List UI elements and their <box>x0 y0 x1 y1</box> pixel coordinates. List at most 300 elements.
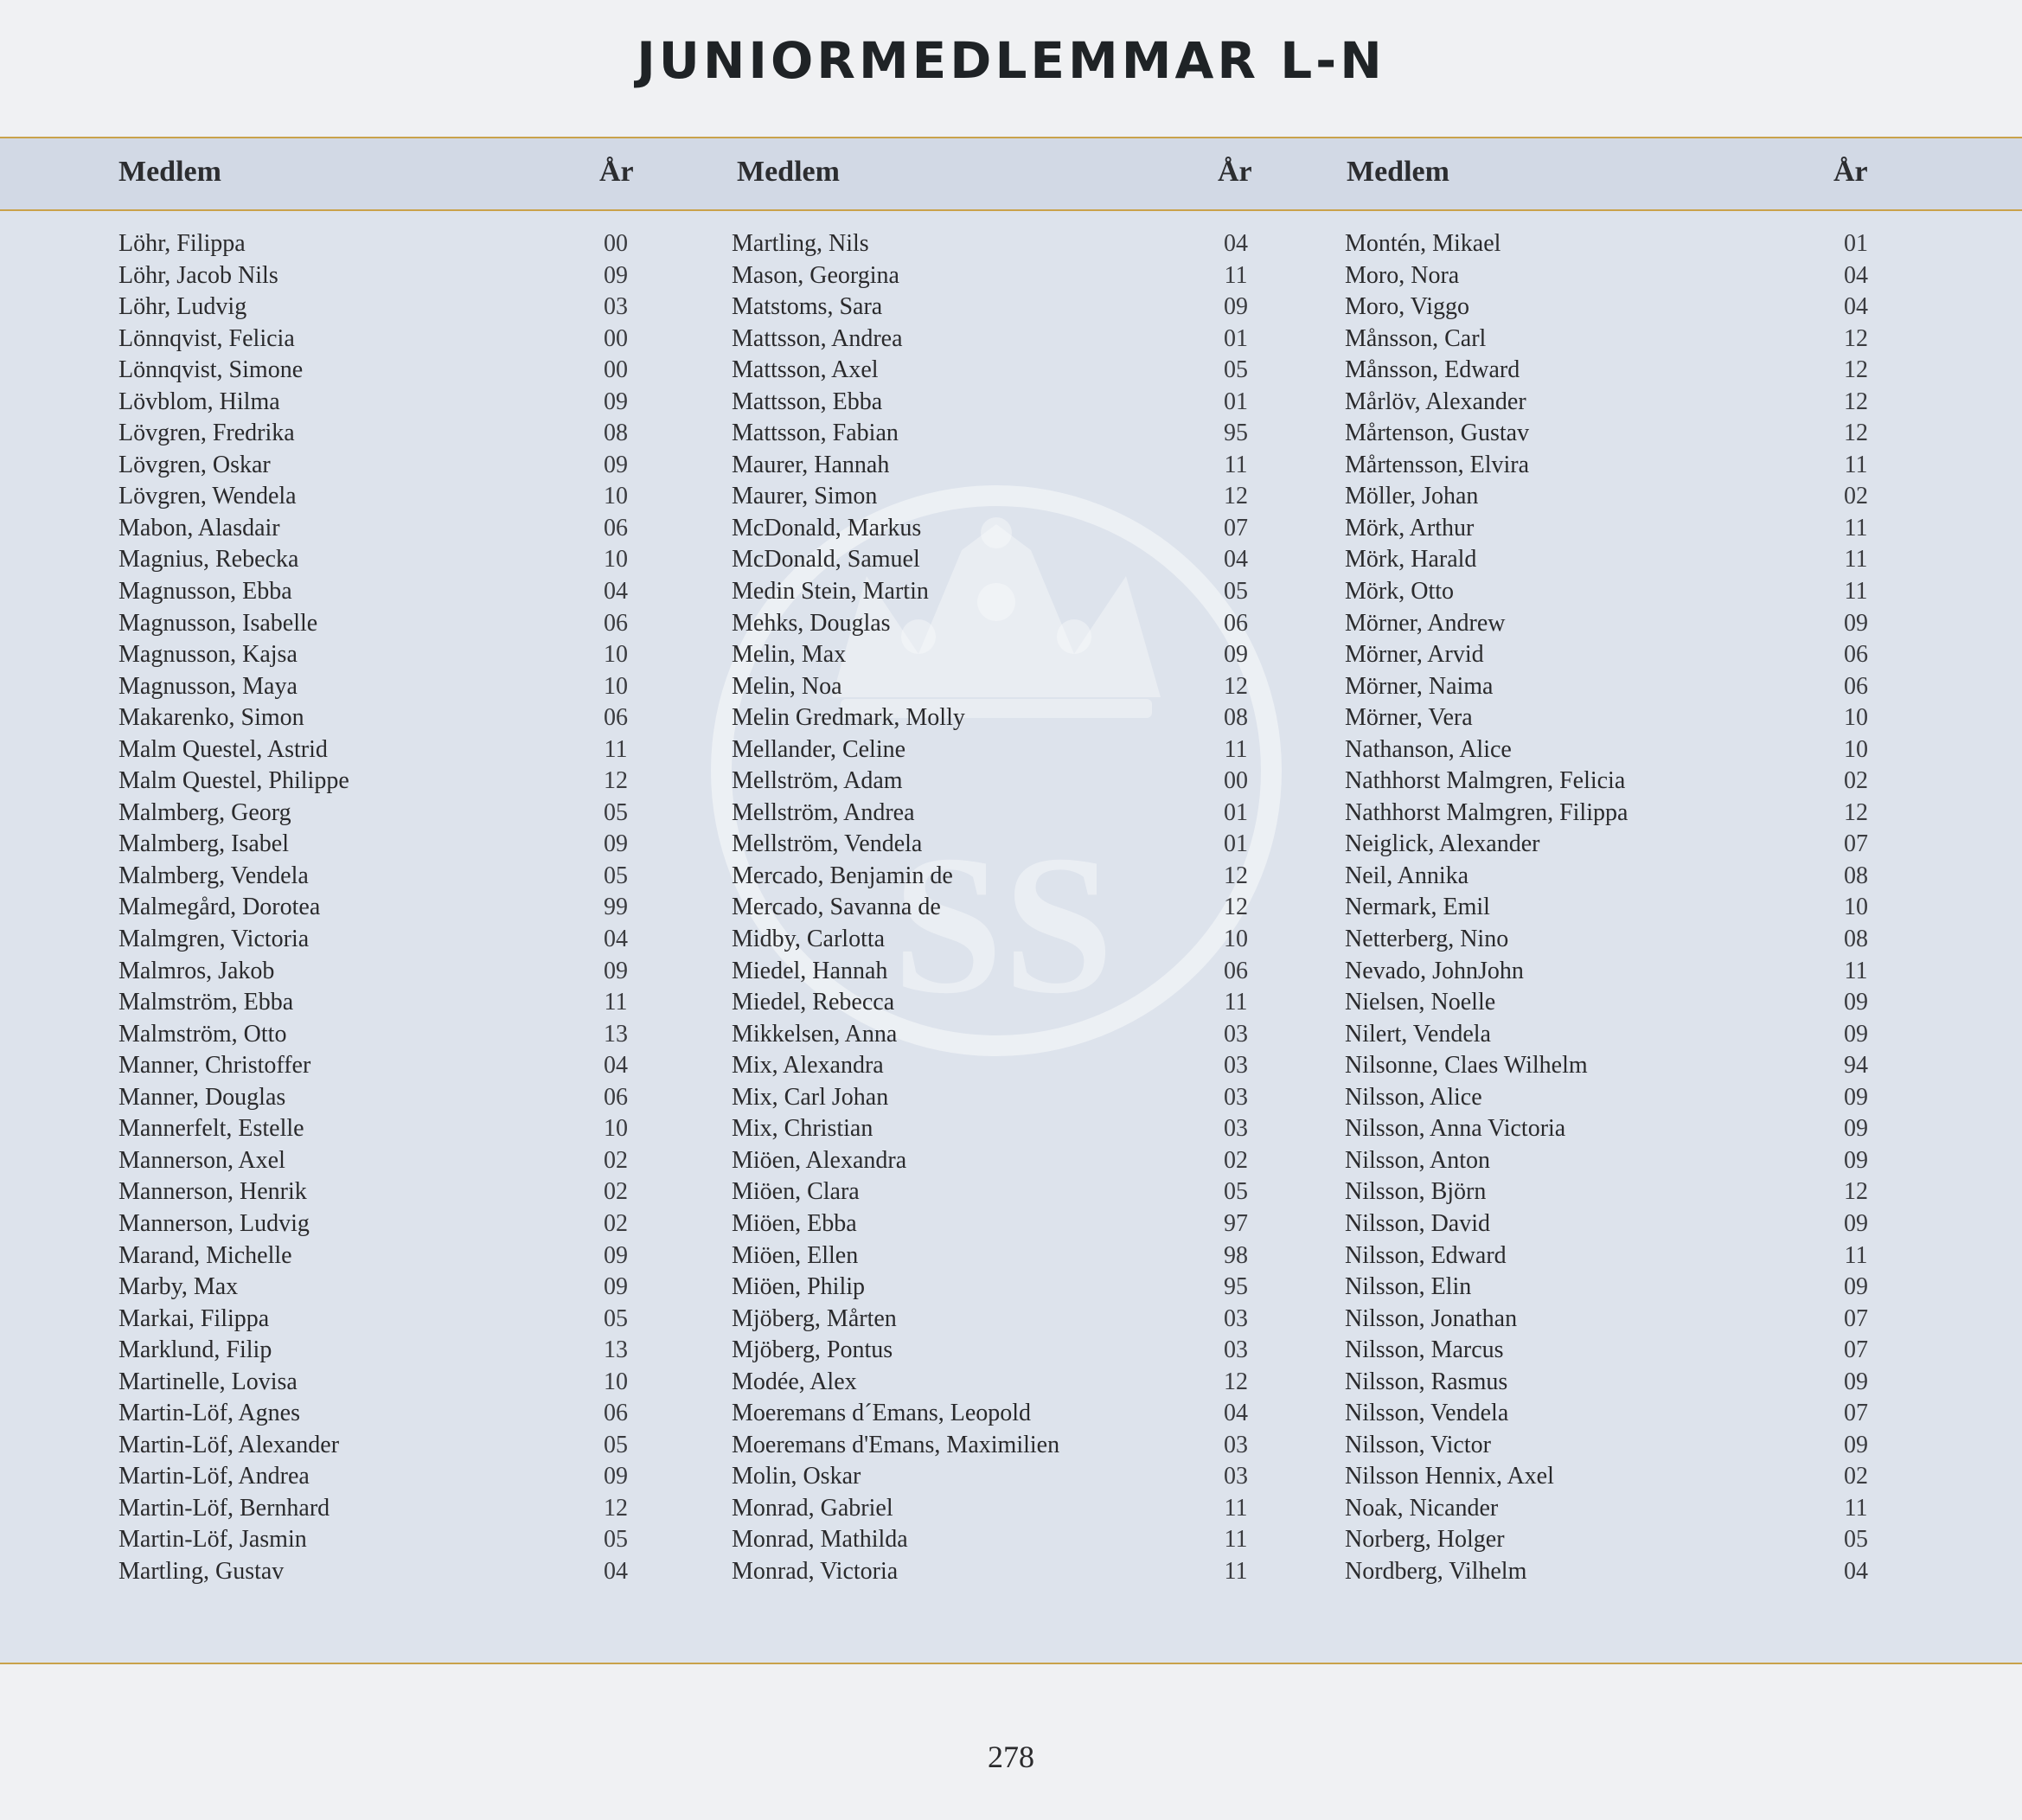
table-row <box>1345 924 1898 956</box>
member-year: 11 <box>1224 989 1248 1016</box>
member-name: Mörk, Harald <box>1345 546 1477 574</box>
member-name: Melin Gredmark, Molly <box>732 704 965 732</box>
table-row <box>1345 260 1898 292</box>
table-row <box>732 702 1285 734</box>
table-row <box>732 513 1285 545</box>
table-row <box>1345 639 1898 671</box>
member-name: Monrad, Victoria <box>732 1557 899 1585</box>
table-row <box>732 324 1285 356</box>
member-year: 04 <box>604 926 628 953</box>
table-row <box>1345 702 1898 734</box>
member-year: 12 <box>1844 324 1868 352</box>
member-year: 03 <box>1224 1020 1248 1048</box>
member-name: Nilsson, David <box>1345 1209 1490 1237</box>
table-row <box>1345 892 1898 924</box>
member-year: 03 <box>1224 1115 1248 1143</box>
member-year: 06 <box>604 704 628 732</box>
table-row <box>732 418 1285 450</box>
member-name: Nilsson, Alice <box>1345 1083 1482 1111</box>
member-year: 05 <box>604 862 628 889</box>
member-year: 06 <box>604 514 628 542</box>
member-name: Medin Stein, Martin <box>732 578 929 606</box>
member-year: 04 <box>604 1557 628 1585</box>
member-name: Melin, Noa <box>732 672 842 700</box>
member-name: Mannerfelt, Estelle <box>118 1115 304 1143</box>
member-year: 12 <box>1224 1368 1248 1395</box>
member-name: Mattsson, Andrea <box>732 324 903 352</box>
member-year: 00 <box>604 324 628 352</box>
member-name: Magnusson, Kajsa <box>118 641 298 669</box>
member-year: 04 <box>1224 1400 1248 1427</box>
member-year: 11 <box>1844 1494 1868 1522</box>
member-name: Noak, Nicander <box>1345 1494 1499 1522</box>
member-year: 09 <box>1844 1431 1868 1458</box>
table-row <box>1345 450 1898 482</box>
member-name: Mörk, Arthur <box>1345 514 1475 542</box>
member-name: Manner, Christoffer <box>118 1052 311 1080</box>
member-name: Mörner, Arvid <box>1345 641 1484 669</box>
member-name: Mårlöv, Alexander <box>1345 388 1526 415</box>
member-year: 09 <box>1844 1115 1868 1143</box>
member-year: 11 <box>1224 1557 1248 1585</box>
member-name: Martling, Nils <box>732 230 869 257</box>
member-year: 08 <box>1224 704 1248 732</box>
member-year: 95 <box>1224 420 1248 447</box>
table-row <box>1345 1304 1898 1336</box>
table-row <box>1345 576 1898 608</box>
member-name: Nilsson, Victor <box>1345 1431 1491 1458</box>
table-row <box>732 1335 1285 1367</box>
member-year: 11 <box>1844 957 1868 984</box>
table-row <box>732 766 1285 798</box>
member-year: 06 <box>604 1083 628 1111</box>
member-year: 10 <box>1844 894 1868 921</box>
member-name: Markai, Filippa <box>118 1304 270 1332</box>
member-name: Nathhorst Malmgren, Filippa <box>1345 798 1628 826</box>
member-name: Miöen, Ebba <box>732 1209 857 1237</box>
member-name: Nielsen, Noelle <box>1345 989 1496 1016</box>
member-year: 09 <box>604 957 628 984</box>
table-row <box>732 387 1285 419</box>
member-name: Monrad, Mathilda <box>732 1526 908 1554</box>
table-row <box>118 1113 672 1145</box>
table-row <box>1345 292 1898 324</box>
member-year: 12 <box>1224 672 1248 700</box>
member-year: 09 <box>604 261 628 289</box>
member-name: Matstoms, Sara <box>732 293 883 321</box>
table-row <box>732 1176 1285 1208</box>
table-row <box>118 608 672 640</box>
member-name: Möller, Johan <box>1345 483 1479 510</box>
member-name: Mannerson, Henrik <box>118 1178 307 1206</box>
member-year: 10 <box>604 546 628 574</box>
table-row <box>1345 418 1898 450</box>
table-row <box>118 387 672 419</box>
member-year: 03 <box>1224 1304 1248 1332</box>
table-row <box>118 1082 672 1114</box>
member-name: Mattsson, Ebba <box>732 388 883 415</box>
member-name: Nilsson, Elin <box>1345 1273 1472 1301</box>
member-name: Mattsson, Fabian <box>732 420 899 447</box>
member-name: Moeremans d´Emans, Leopold <box>732 1400 1032 1427</box>
member-year: 02 <box>1224 1146 1248 1174</box>
member-year: 11 <box>1844 546 1868 574</box>
member-name: Moro, Nora <box>1345 261 1460 289</box>
member-name: Martin-Löf, Alexander <box>118 1431 340 1458</box>
member-name: Lövgren, Oskar <box>118 451 271 478</box>
table-row <box>1345 1208 1898 1240</box>
member-name: Lönnqvist, Simone <box>118 356 304 384</box>
member-year: 09 <box>604 830 628 858</box>
member-year: 09 <box>1844 1209 1868 1237</box>
member-year: 02 <box>1844 483 1868 510</box>
member-name: Melin, Max <box>732 641 847 669</box>
member-year: 04 <box>1844 1557 1868 1585</box>
member-year: 05 <box>604 1304 628 1332</box>
member-year: 08 <box>604 420 628 447</box>
member-name: Martin-Löf, Agnes <box>118 1400 300 1427</box>
table-row <box>1345 513 1898 545</box>
member-name: Nilsson, Vendela <box>1345 1400 1509 1427</box>
member-year: 01 <box>1224 798 1248 826</box>
member-name: Moro, Viggo <box>1345 293 1470 321</box>
member-name: Mårtenson, Gustav <box>1345 420 1530 447</box>
member-year: 08 <box>1844 862 1868 889</box>
member-name: Mörner, Andrew <box>1345 609 1506 637</box>
member-name: Martling, Gustav <box>118 1557 285 1585</box>
member-year: 04 <box>1844 293 1868 321</box>
member-name: Mercado, Benjamin de <box>732 862 953 889</box>
table-row <box>1345 1082 1898 1114</box>
member-year: 13 <box>604 1336 628 1364</box>
member-name: Mellström, Andrea <box>732 798 915 826</box>
member-year: 07 <box>1844 1304 1868 1332</box>
member-year: 10 <box>604 1368 628 1395</box>
table-row <box>732 608 1285 640</box>
table-row <box>118 1019 672 1051</box>
member-year: 10 <box>604 672 628 700</box>
member-year: 12 <box>1224 894 1248 921</box>
table-row <box>732 544 1285 576</box>
member-name: Midby, Carlotta <box>732 926 886 953</box>
table-row <box>1345 829 1898 861</box>
table-row <box>118 1367 672 1399</box>
member-name: Nordberg, Vilhelm <box>1345 1557 1527 1585</box>
table-row <box>1345 608 1898 640</box>
table-row <box>118 1304 672 1336</box>
member-name: Marand, Michelle <box>118 1241 292 1269</box>
member-year: 00 <box>604 230 628 257</box>
member-year: 11 <box>1224 451 1248 478</box>
member-column-2 <box>732 228 1285 1588</box>
member-year: 12 <box>1844 388 1868 415</box>
column-1-header-name: Medlem <box>118 156 221 188</box>
member-year: 04 <box>1224 546 1248 574</box>
member-year: 03 <box>1224 1336 1248 1364</box>
table-row <box>732 355 1285 387</box>
table-row <box>1345 1113 1898 1145</box>
member-year: 10 <box>1224 926 1248 953</box>
member-year: 03 <box>1224 1463 1248 1490</box>
table-row <box>118 418 672 450</box>
table-row <box>732 481 1285 513</box>
member-name: Mix, Christian <box>732 1115 873 1143</box>
member-year: 09 <box>1844 1020 1868 1048</box>
table-row <box>732 829 1285 861</box>
member-year: 06 <box>1844 641 1868 669</box>
member-year: 12 <box>1844 356 1868 384</box>
table-row <box>732 1113 1285 1145</box>
member-year: 11 <box>1224 1494 1248 1522</box>
member-name: Nilsson, Anna Victoria <box>1345 1115 1566 1143</box>
member-name: Mannerson, Ludvig <box>118 1209 310 1237</box>
table-row <box>1345 1019 1898 1051</box>
member-year: 06 <box>1224 609 1248 637</box>
member-name: Malmgren, Victoria <box>118 926 310 953</box>
member-year: 01 <box>1224 830 1248 858</box>
table-row <box>118 861 672 893</box>
table-row <box>118 1461 672 1493</box>
table-row <box>118 734 672 766</box>
column-2-header-year: År <box>1218 156 1252 188</box>
table-row <box>118 481 672 513</box>
member-name: Lönnqvist, Felicia <box>118 324 295 352</box>
table-row <box>118 544 672 576</box>
member-year: 03 <box>1224 1431 1248 1458</box>
table-row <box>1345 1524 1898 1556</box>
table-row <box>118 924 672 956</box>
member-name: Nilsson, Rasmus <box>1345 1368 1508 1395</box>
member-year: 11 <box>1224 735 1248 763</box>
table-row <box>118 1208 672 1240</box>
table-row <box>1345 1145 1898 1177</box>
member-year: 07 <box>1844 830 1868 858</box>
column-3-header-name: Medlem <box>1347 156 1449 188</box>
table-row <box>1345 987 1898 1019</box>
member-year: 07 <box>1844 1400 1868 1427</box>
member-name: Martin-Löf, Andrea <box>118 1463 310 1490</box>
member-year: 12 <box>1224 862 1248 889</box>
member-year: 12 <box>1844 798 1868 826</box>
member-year: 13 <box>604 1020 628 1048</box>
table-row <box>1345 1367 1898 1399</box>
member-year: 09 <box>1844 1273 1868 1301</box>
table-row <box>118 956 672 988</box>
member-name: Lövblom, Hilma <box>118 388 280 415</box>
table-row <box>118 798 672 830</box>
member-name: Miöen, Ellen <box>732 1241 859 1269</box>
table-row <box>732 987 1285 1019</box>
member-year: 03 <box>1224 1083 1248 1111</box>
table-row <box>732 260 1285 292</box>
member-name: Malmberg, Georg <box>118 798 291 826</box>
member-name: Nevado, JohnJohn <box>1345 957 1524 984</box>
member-name: Nilsson, Marcus <box>1345 1336 1504 1364</box>
table-row <box>118 513 672 545</box>
table-row <box>732 1461 1285 1493</box>
table-row <box>732 1145 1285 1177</box>
member-year: 09 <box>1844 1083 1868 1111</box>
member-column-3 <box>1345 228 1898 1588</box>
member-year: 10 <box>604 483 628 510</box>
table-row <box>732 450 1285 482</box>
member-year: 05 <box>1844 1526 1868 1554</box>
table-row <box>118 1050 672 1082</box>
member-name: Mörk, Otto <box>1345 578 1454 606</box>
page-number: 278 <box>988 1740 1034 1774</box>
member-name: McDonald, Samuel <box>732 546 920 574</box>
table-row <box>732 1367 1285 1399</box>
member-name: Mannerson, Axel <box>118 1146 285 1174</box>
member-year: 03 <box>1224 1052 1248 1080</box>
member-name: Martinelle, Lovisa <box>118 1368 298 1395</box>
member-year: 01 <box>1224 324 1248 352</box>
table-row <box>1345 1493 1898 1525</box>
member-name: Malmberg, Isabel <box>118 830 289 858</box>
member-year: 11 <box>1844 1241 1868 1269</box>
table-header-band <box>0 138 2022 211</box>
member-year: 04 <box>604 1052 628 1080</box>
table-row <box>732 1524 1285 1556</box>
table-row <box>1345 481 1898 513</box>
member-name: Norberg, Holger <box>1345 1526 1505 1554</box>
member-year: 12 <box>1844 1178 1868 1206</box>
table-row <box>118 1176 672 1208</box>
table-row <box>1345 766 1898 798</box>
member-year: 03 <box>604 293 628 321</box>
member-name: Martin-Löf, Jasmin <box>118 1526 307 1554</box>
member-name: Mix, Carl Johan <box>732 1083 889 1111</box>
table-row <box>732 576 1285 608</box>
column-2-header-name: Medlem <box>737 156 840 188</box>
page-title: JUNIORMEDLEMMAR L-N <box>637 31 1385 90</box>
table-row <box>118 1398 672 1430</box>
table-row <box>1345 1430 1898 1462</box>
member-name: Mattsson, Axel <box>732 356 879 384</box>
member-name: Lövgren, Wendela <box>118 483 297 510</box>
table-row <box>118 639 672 671</box>
table-row <box>732 639 1285 671</box>
member-year: 09 <box>604 451 628 478</box>
table-row <box>1345 228 1898 260</box>
table-row <box>118 260 672 292</box>
table-row <box>732 861 1285 893</box>
member-name: Marklund, Filip <box>118 1336 272 1364</box>
member-name: Nilsson, Jonathan <box>1345 1304 1518 1332</box>
member-name: Magnius, Rebecka <box>118 546 299 574</box>
member-name: Nathhorst Malmgren, Felicia <box>1345 767 1626 795</box>
table-row <box>118 1556 672 1588</box>
member-name: Makarenko, Simon <box>118 704 304 732</box>
member-year: 04 <box>604 578 628 606</box>
member-year: 95 <box>1224 1273 1248 1301</box>
table-row <box>732 798 1285 830</box>
member-year: 09 <box>1224 293 1248 321</box>
member-year: 02 <box>604 1178 628 1206</box>
member-year: 06 <box>1844 672 1868 700</box>
member-year: 10 <box>1844 704 1868 732</box>
member-name: Miöen, Alexandra <box>732 1146 907 1174</box>
member-year: 07 <box>1224 514 1248 542</box>
table-row <box>732 1272 1285 1304</box>
member-year: 09 <box>604 1273 628 1301</box>
member-name: Malm Questel, Philippe <box>118 767 349 795</box>
member-name: Nathanson, Alice <box>1345 735 1512 763</box>
member-name: Miedel, Hannah <box>732 957 888 984</box>
member-name: Mabon, Alasdair <box>118 514 280 542</box>
member-name: Malmberg, Vendela <box>118 862 309 889</box>
table-row <box>732 734 1285 766</box>
table-row <box>1345 1272 1898 1304</box>
table-row <box>118 892 672 924</box>
table-row <box>732 1240 1285 1272</box>
table-row <box>1345 671 1898 703</box>
table-row <box>118 1240 672 1272</box>
member-year: 12 <box>604 1494 628 1522</box>
watermark-letters: SS <box>893 814 1114 1035</box>
table-row <box>118 1335 672 1367</box>
table-row <box>732 1398 1285 1430</box>
member-name: Martin-Löf, Bernhard <box>118 1494 330 1522</box>
table-row <box>118 1524 672 1556</box>
member-name: McDonald, Markus <box>732 514 922 542</box>
table-row <box>118 450 672 482</box>
member-year: 02 <box>1844 767 1868 795</box>
member-year: 09 <box>1844 609 1868 637</box>
table-row <box>118 228 672 260</box>
member-name: Löhr, Filippa <box>118 230 246 257</box>
member-name: Mix, Alexandra <box>732 1052 884 1080</box>
member-year: 99 <box>604 894 628 921</box>
member-year: 09 <box>1844 1368 1868 1395</box>
member-column-1 <box>118 228 672 1588</box>
table-row <box>118 324 672 356</box>
member-year: 04 <box>1844 261 1868 289</box>
table-row <box>118 1272 672 1304</box>
member-name: Nilsson, Edward <box>1345 1241 1507 1269</box>
member-name: Månsson, Edward <box>1345 356 1520 384</box>
member-name: Mason, Georgina <box>732 261 899 289</box>
table-row <box>1345 1176 1898 1208</box>
table-row <box>732 1208 1285 1240</box>
member-name: Malmros, Jakob <box>118 957 275 984</box>
member-name: Malmström, Otto <box>118 1020 287 1048</box>
member-year: 10 <box>1844 735 1868 763</box>
table-row <box>732 1493 1285 1525</box>
table-row <box>118 671 672 703</box>
member-year: 09 <box>1224 641 1248 669</box>
member-year: 11 <box>1224 261 1248 289</box>
table-row <box>1345 1398 1898 1430</box>
member-year: 05 <box>1224 1178 1248 1206</box>
member-year: 09 <box>1844 1146 1868 1174</box>
table-row <box>1345 1461 1898 1493</box>
member-year: 09 <box>604 1463 628 1490</box>
table-row <box>118 1430 672 1462</box>
member-year: 12 <box>1844 420 1868 447</box>
member-year: 10 <box>604 1115 628 1143</box>
member-name: Maurer, Hannah <box>732 451 890 478</box>
member-name: Mörner, Vera <box>1345 704 1473 732</box>
member-name: Magnusson, Isabelle <box>118 609 318 637</box>
table-row <box>118 1493 672 1525</box>
table-row <box>1345 956 1898 988</box>
member-year: 01 <box>1844 230 1868 257</box>
table-row <box>1345 1050 1898 1082</box>
member-name: Nilsson, Anton <box>1345 1146 1491 1174</box>
member-year: 09 <box>604 388 628 415</box>
member-name: Molin, Oskar <box>732 1463 861 1490</box>
